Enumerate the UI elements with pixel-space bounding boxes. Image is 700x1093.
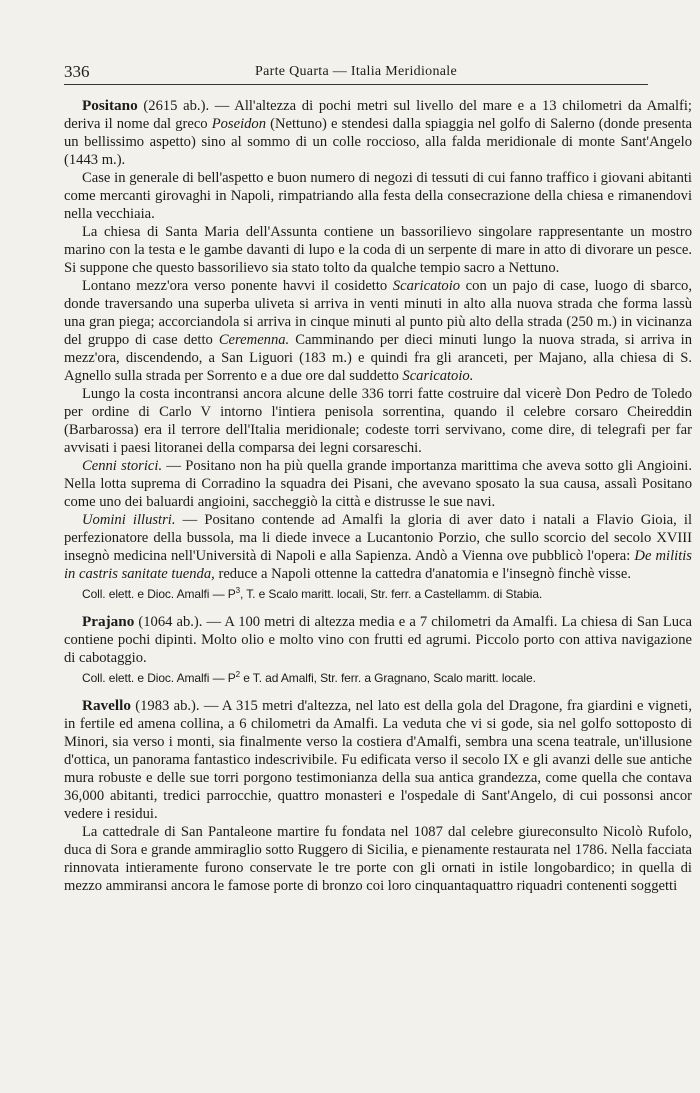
services-note: Coll. elett. e Dioc. Amalfi — $P^3$, T. e Scalo maritt. locali, Str. ferr. a Castellamm. di Stabia. <box>82 586 543 601</box>
section-label: Cenni storici. <box>82 458 163 474</box>
section-label: Uomini illustri. <box>82 512 176 528</box>
paragraph: Case in generale di bell'aspetto e buon numero di negozi di tessuti di cui fanno traffico i giovani abitanti come mercanti girovaghi in Napoli, rimpatriando alla festa della consecrazione della chiesa e rimanendovi nella vecchiaia. <box>64 170 692 222</box>
page-number: 336 <box>64 62 90 81</box>
paragraph: Cenni storici. — Positano non ha più quella grande importanza marittima che aveva sotto gli Angioini. Nella lotta suprema di Corradino la squadra dei Pisani, che avevano sposato la sua causa, assalì Positano come uno dei baluardi angioini, saccheggiò la città e distrusse le sue navi. <box>64 458 692 510</box>
paragraph: Lontano mezz'ora verso ponente havvi il cosidetto Scaricatoio con un pajo di case, luogo di sbarco, donde traversando una superba uliveta si arriva in venti minuti in alto alla nuova strada che forma lassù una gran piega; accorciandola si arriva in cinque minuti al punto più alto della strada (250 m.) in vicinanza del gruppo di case detto Ceremenna. Camminando per dieci minuti lungo la nuova strada, si arriva in mezz'ora, discendendo, a San Liguori (183 m.) e quindi fra gli aranceti, per Majano, alla chiesa di S. Agnello sulla strada per Sorrento e a due ore dal suddetto Scaricatoio. <box>64 278 693 384</box>
entry-positano: Positano (2615 ab.). — All'altezza di pochi metri sul livello del mare e a 13 chilometri da Amalfi; deriva il nome dal greco Poseidon (Nettuno) e stendesi dalla spiaggia nel golfo di Salerno (donde presenta un bellissimo aspetto) sino al sommo di un colle roccioso, alla falda meridionale di monte Sant'Angelo (1443 m.). <box>64 97 692 168</box>
paragraph: Uomini illustri. — Positano contende ad Amalfi la gloria di aver dato i natali a Flavio Gioia, il perfezionatore della bussola, ma li diede invece a Lucantonio Porzio, che sullo scorcio del secolo XVIII insegnò medicina nell'Università di Napoli e alla Sapienza. Andò a Vienna ove pubblicò l'opera: De militis in castris sanitate tuenda, reduce a Napoli ottenne la cattedra d'anatomia e l'insegnò finchè visse. <box>64 512 692 582</box>
paragraph: La chiesa di Santa Maria dell'Assunta contiene un bassorilievo singolare rappresentante un mostro marino con la testa e le gambe davanti di lupo e la coda di un serpente di mare in atto di divorare un pesce. Si suppone che questo bassorilievo sia stato tolto da qualche tempio sacro a Nettuno. <box>64 224 692 276</box>
entry-title: Positano <box>82 97 138 114</box>
paragraph: Lungo la costa incontransi ancora alcune delle 336 torri fatte costruire dal vicerè Don Pedro de Toledo per ordine di Carlo V intorno l'intiera penisola sorrentina, quando il celebre corsaro Cheireddin (Barbarossa) era il terrore dell'Italia meridionale; codeste torri servivano, come dire, di telegrafi per far avvisati i paesi litoranei della comparsa dei legni corsareschi. <box>64 386 692 456</box>
running-title: Parte Quarta — Italia Meridionale <box>255 64 457 79</box>
entry-ravello: Ravello (1983 ab.). — A 315 metri d'altezza, nel lato est della gola del Dragone, fra giardini e vigneti, in fertile ed amena collina, a 6 chilometri da Amalfi. La veduta che vi si gode, sia nel golfo sottoposto di Minori, sia verso i monti, sia finalmente verso la costiera d'Amalfi, sembra una scena teatrale, un'illusione d'ottica, un panorama fantastico indescrivibile. Fu edificata verso il secolo IX e gli avanzi delle sue antiche mura robuste e delle sue torri porgono testimonianza della sua antica grandezza, come quella che contava 36,000 abitanti, tredici parrocchie, quattro monasteri e l'ospedale di Sant'Angelo, di cui possonsi ancor vedere i residui. <box>64 697 692 822</box>
paragraph: La cattedrale di San Pantaleone martire fu fondata nel 1087 dal celebre giureconsulto Nicolò Rufolo, duca di Sora e grande ammiraglio sotto Ruggero di Sicilia, e pienamente restaurata nel 1786. Nella facciata rinnovata intieramente furono conservate le tre porte con gli ornati in istile longobardico; in quella di mezzo ammiransi ancora le famose porte di bronzo coi loro cinquantaquattro riquadri contenenti soggetti <box>64 824 692 894</box>
page-body <box>64 97 692 895</box>
services-note: Coll. elett. e Dioc. Amalfi — $P^2$ e T. ad Amalfi, Str. ferr. a Gragnano, Scalo maritt. locale. <box>82 670 536 685</box>
entry-title: Ravello <box>82 697 131 714</box>
entry-title: Prajano <box>82 613 135 630</box>
entry-prajano: Prajano (1064 ab.). — A 100 metri di altezza media e a 7 chilometri da Amalfi. La chiesa di San Luca contiene pochi dipinti. Molto olio e molto vino con frutti ed agrumi. Piccolo porto con attiva navigazione di cabotaggio. <box>64 613 692 666</box>
page-header <box>64 56 648 85</box>
